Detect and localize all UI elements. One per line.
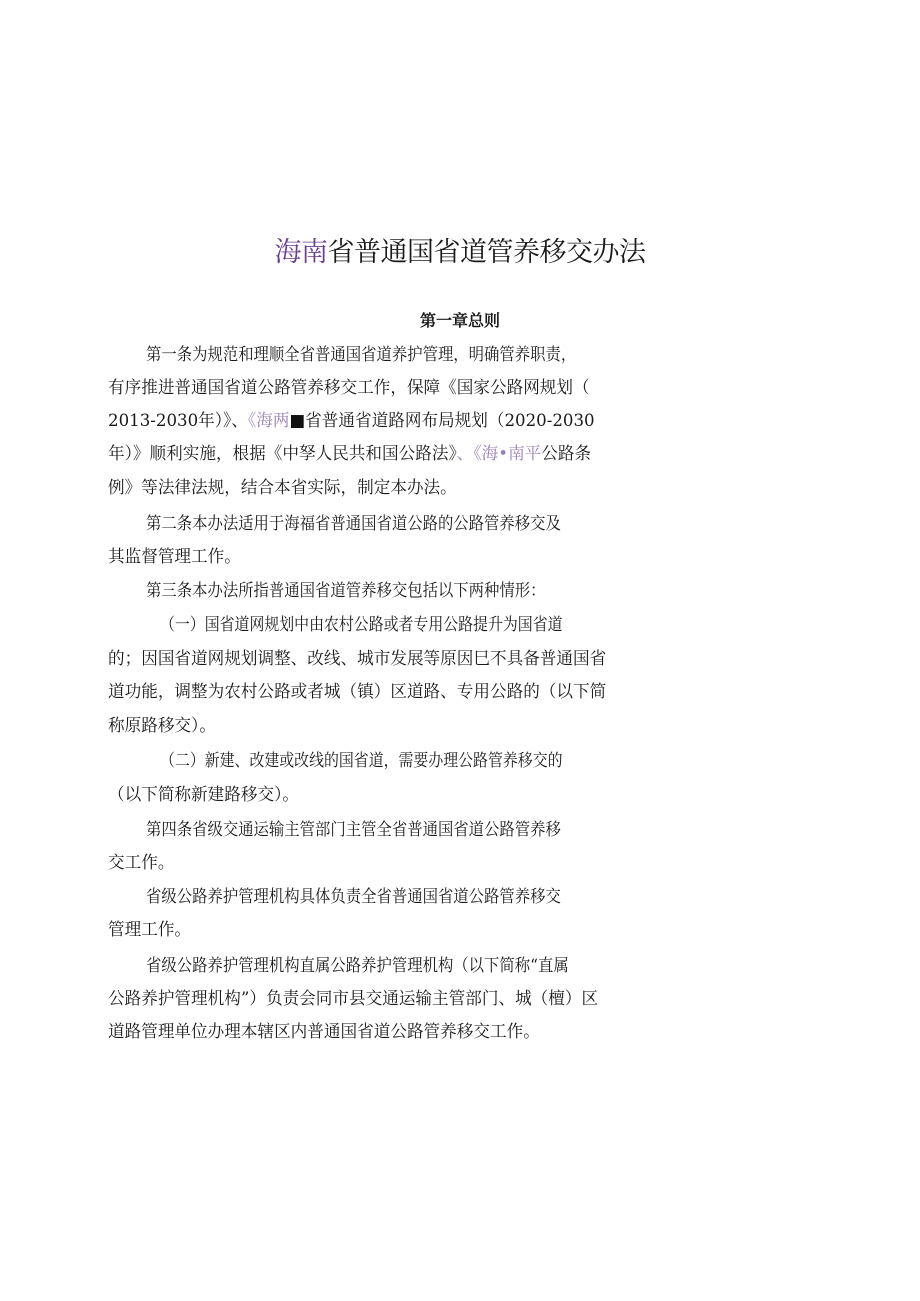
paragraph-line: 称原路移交）。 xyxy=(108,716,216,736)
paragraph-line: 道路管理单位办理本辖区内普通国省道公路管养移交工作。 xyxy=(108,1022,540,1042)
paragraph-line: 省级公路养护管理机构直属公路养护管理机构（以下简称“直属 xyxy=(146,956,569,976)
paragraph-line xyxy=(108,443,616,465)
paragraph-line: （以下简称新建路移交）。 xyxy=(108,785,299,805)
paragraph-line: 第四条省级交通运输主管部门主管全省普通国省道公路管养移 xyxy=(146,820,561,840)
paragraph-line: 的；因国省道网规划调整、改线、城市发展等原因巳不具备普通国省 xyxy=(108,649,607,669)
chapter-heading: 第一章总则 xyxy=(419,311,500,330)
paragraph-line: 省级公路养护管理机构具体负责全省普通国省道公路管养移交 xyxy=(146,887,561,907)
paragraph-line xyxy=(108,410,616,432)
paragraph-line: 第一条为规范和理顺全省普通国省道养护管理，明确管养职责， xyxy=(146,345,577,365)
paragraph-line: 例》等法律法规，结合本省实际，制定本办法。 xyxy=(108,478,457,498)
paragraph-line: 第三条本办法所指普通国省道管养移交包括以下两种情形： xyxy=(146,581,546,601)
line-segment: 省普通省道路网布局规划（2020-2030 xyxy=(305,411,595,431)
line-segment: 公路条 xyxy=(541,444,592,464)
paragraph-line: 其监督管理工作。 xyxy=(108,547,241,567)
line-segment: 年）》顺利实施，根据《中孥人民共和国公路法》 xyxy=(108,444,457,464)
paragraph-line: 公路养护管理机构”）负责会同市县交通运输主管部门、城（檀）区 xyxy=(108,989,599,1009)
redaction-block: ■ xyxy=(289,411,306,431)
paragraph-line: （一）国省道网规划中由农村公路或者专用公路提升为国省道 xyxy=(160,615,563,635)
line-segment: 2013-2030年）》、 xyxy=(108,411,248,431)
document-title xyxy=(0,230,920,269)
paragraph-line: （二）新建、改建或改线的国省道，需要办理公路管养移交的 xyxy=(160,751,563,771)
paragraph-line: 交工作。 xyxy=(108,853,175,873)
line-segment-faded: 《海两 xyxy=(247,411,290,431)
paragraph-line: 有序推进普通国省道公路管养移交工作，保障《国家公路网规划（ xyxy=(108,378,590,398)
paragraph-line: 管理工作。 xyxy=(108,920,192,940)
paragraph-line: 第二条本办法适用于海福省普通国省道公路的公路管养移交及 xyxy=(146,514,561,534)
title-main-text: 省普通国省道管养移交办法 xyxy=(327,237,646,268)
title-accent-text: 海南 xyxy=(274,237,328,268)
paragraph-line: 道功能，调整为农村公路或者城（镇）区道路、专用公路的（以下简 xyxy=(108,682,607,702)
line-segment-faded: 、《海•南平 xyxy=(456,444,542,464)
